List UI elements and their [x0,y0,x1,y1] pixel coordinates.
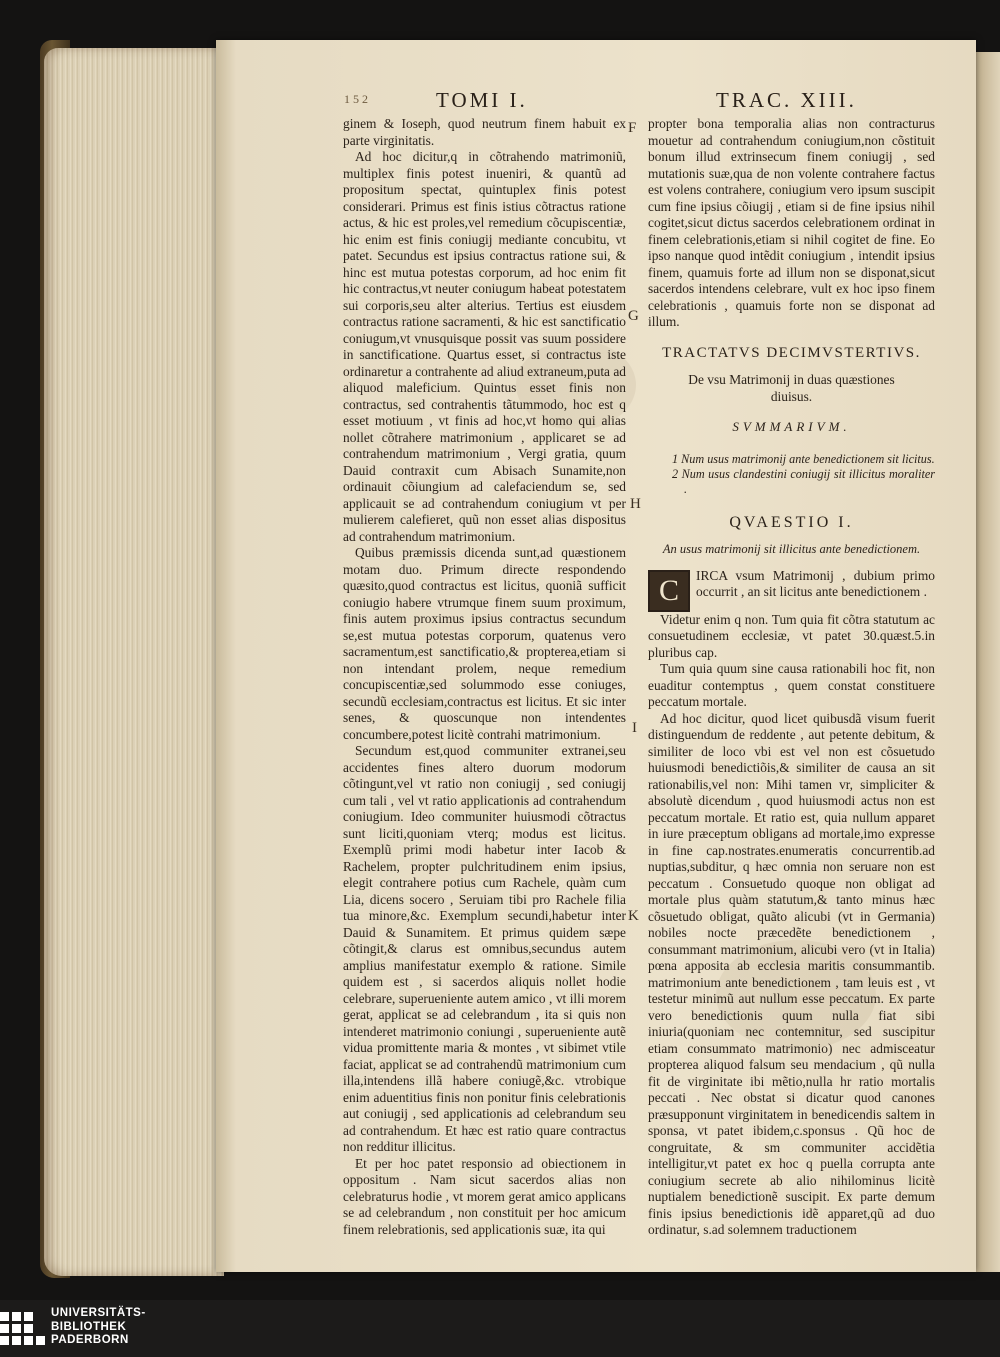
quaestio-heading: QVAESTIO I. [729,513,854,531]
margin-letter: G [628,308,639,324]
decorated-initial: C [648,570,690,612]
right-paragraph: Tum quia quum sine causa rationabili hoc fit, non euaditur contemptus , quem constat constituere peccatum mortale. [648,661,935,709]
right-paragraph: Ad hoc dicitur, quod licet quibusdã visum fuerit distinguendum de reddente , aut petente debitum, & similiter de loco vbi est vel non est cõsuetudo huiusmodi benedictiõis,& similiter de causa an sit rationabilis,vel non: Mihi tamen vr, simpliciter & absolutè dicendum , quod huiusmodi actus non est peccatum mortale. Et ratio est, quia nullum apparet in iure præceptum obligans ad mortale,imo expresse in fine cap.nostrates.enumeratis concurrentib.ad nuptias,subditur, q hæc omnia non seruare non est peccatum . Consuetudo quoque non obligat ad mortale plus quàm statutum,& tanto minus hæc cõsuetudo obligat, quãto alicubi (vt in Germania) nobiles nocte præcedẽte benedictionem , consummant matrimonium, alicubi vero (vt in Italia) pœna apposita ab ecclesia maritis consummantib. matrimonium ante benedictionem , tam leuis est , vt testetur minimũ aut nullum esse peccatum. Ex parte vero benedictionis quum nulla fiat sibi iniuria(quoniam nec contemnitur, sed suscipitur etiam consummato matrimonio) nec admisceatur propterea aliquod falsum seu mendacium , qũ nulla fit de virginitate ibi mẽtio,nulla hr ratio mortalis peccati . Nec obstat si dicatur quod canones præsupponunt virginitatem in benedicendis saltem in sponsa, vt patet ibidem,c.sponsus . Qũ hoc de congruitate, & sm communiter accidẽtia intelligitur,vt patet ex hoc q puella corrupta ante coniugium secrete ab alio nihilominus licitè nuptialem benedictionẽ suscipit. Ex parte demum finis ipsius benedictionis idẽ apparet,qũ ad duo ordinatur, s.ad solemnem traductionem [648,710,935,1237]
left-paragraph: Ad hoc dicitur,q in cõtrahendo matrimoniũ, multiplex finis potest inueniri, & quantũ ad propositum spectat, quintuplex finis potest considerari. Primus est finis istius cõtractus ratione actus, & hic est proles,vel remedium cõcupiscentiæ, hic enim est finis coniugij mediante concubitu, vt patet. Secundus est ipsius contractus ratione sui, & hinc est mutua potestas corporum, ad hoc enim fit hic contractus,vt neuter coniugum habeat potestatem sui corporis,seu alter alterius. Tertius est eiusdem contractus ratione sacramenti, & hic est sanctificatio coniugum,vt vnusquisque possit vas suum possidere in sanctificatione. Quartus esset, si contractus iste ordinaretur a contrahente ad aliud extraneum,puta ad aliquod maleficium. Quintus esset finis non contractus, sed contrahentis tãtummodo, hoc est q esset motiuum , vt finis ad hoc,vt homo qui alias nollet cõtrahere matrimonium , applicaret se ad contrahendum matrimonium , Vergi gratia, quum Dauid contraxit cum Abisach Sunamite,non ordinauit cõiungium ad calefaciendum se, sed applicauit se ad contrahendum coniugium vt per mulierem calefieret, quũ non esset alias dispositus ad contrahendum matrimonium. [343,149,626,544]
left-column [343,116,626,1238]
library-name-line: BIBLIOTHEK [51,1320,127,1333]
quaestio-title: An usus matrimonij sit illicitus ante benedictionem. [662,542,921,556]
tractatus-subtitle: De vsu Matrimonij in duas quæstiones diuisus. [688,372,895,404]
library-footer [0,1300,1000,1357]
tractatus-heading: TRACTATVS DECIMVSTERTIVS. [662,344,921,361]
summarium-heading: SVMMARIVM. [732,419,851,434]
left-paragraph: Quibus præmissis dicenda sunt,ad quæstionem motam duo. Primum directe respondendo quæsito,quod contractus est licitus, quoniã sufficit coniugio habere vtrumque finem suum proximum, finis autem proximus ipsius contractus secundum se,est mutua potestas corporum, quatenus vero sacramentum,est sanctificatio,& propterea,etiam si non intendant prolem, neque remedium concupiscentiæ,sed solummodo esse coniuges, secundũ ecclesiam,contractus est licitus. Et sic inter senes, & quoscunque non intendentes concumbere,potest licitè contrahi matrimonium. [343,545,626,742]
margin-letter: I [632,720,637,736]
margin-letter: K [628,908,639,924]
right-paragraph: Videtur enim q non. Tum quia fit cõtra statutum ac consuetudinem ecclesiæ, vt patet 30.quæst.5.in pluribus cap. [648,611,935,660]
page-number: 152 [344,92,371,106]
left-paragraph: Et per hoc patet responsio ad obiectionem in oppositum . Nam sicut sacerdos alias non celebraturus hodie , vt morem gerat amico applicans se ad celebrandum , non constituit per hoc amicum finem relebrationis, sed applicationis suæ, ita qui [343,1155,626,1237]
running-head [216,88,976,118]
library-name [51,1307,146,1348]
facing-page-edge [976,52,1000,1272]
right-top-paragraph: propter bona temporalia alias non contracturus mouetur ad contrahendum coniugium,non cõstituit bonum illud extrinsecum finem coniugij , sed mutationis suæ,qua de non volente contrahere factus est volens contrahere, coniugium vero ipsum suscipit cum fine ipsius cõiugij , etiam si de fine ipsius nihil cogitet,sicut dictus sacerdos celebrationem ordinat in finem celebrationis,etiam si nihil cogitet de fine. Eo ipso nanque quod intẽdit coniugium , intendit ipsius finem, quamuis forte ad illum non se disponat,sicut sacerdos intendens celebrare, vult ex hoc ipso finem celebrationis , quamuis forte non se disponat ad illum. [648,116,935,329]
page-stack-edge [44,48,224,1276]
book-page [216,40,976,1272]
left-paragraph: ginem & Ioseph, quod neutrum finem habuit ex parte virginitatis. [343,116,626,148]
running-head-left: TOMI I. [436,88,528,112]
right-column [648,116,935,1239]
library-name-line: UNIVERSITÄTS- [51,1307,146,1319]
running-head-right: TRAC. XIII. [716,88,857,112]
library-name-line: PADERBORN [51,1334,129,1346]
summarium-item: 2 Num usus clandestini coniugij sit illicitus moraliter . [672,466,935,496]
margin-letter: H [630,496,641,512]
opening-paragraph [648,568,935,612]
summarium-item: 1 Num usus matrimonij ante benedictionem sit licitus. [672,451,935,466]
left-paragraph: Secundum est,quod communiter extranei,seu accidentes fines altero duorum modorum cõtingunt,vel vt ratio non coniugij , sed coniugij cum tali , vel vt ratio applicationis ad contrahendum coniugium. Ideo communiter huiusmodi cõtractus sunt liciti,quoniam vterq; modus est licitus. Exemplũ primi modi habetur inter Iacob & Rachelem, propter pulchritudinem enim ipsius, elegit contrahere potius cum Rachele, quàm cum Lia, dicens socero , Seruiam tibi pro Rachele filia tua minore,&c. Exemplum secundi,habetur inter Dauid & Sunamitem. Et primus quidem sæpe cõtingit,& clarus est omnibus,secundus autem amplius manifestatur exemplo & ratione. Simile quidem est , si sacerdos aliquis nollet hodie celebrare, superueniente autem amico , vt illi morem gerat, applicat se ad celebrandum , ita si quis non intenderet matrimonio coniungi , superueniente autẽ vidua promittente maria & montes , vt sibimet vtile faciat, applicat se ad contrahendũ matrimonium cum illa,intendens illã habere coniugẽ,&c. vtrobique enim aduentitius finis non ponitur finis celebrationis aut coniugij , sed applicationis ad celebrandum seu ad contrahendum. Et hæc est ratio quare contractus non redditur illicitus. [343,743,626,1154]
margin-letter: F [628,120,637,136]
first-paragraph: IRCA vsum Matrimonij , dubium primo occurrit , an sit licitus ante benedictionem . [696,567,935,599]
library-logo-icon [0,1312,44,1348]
